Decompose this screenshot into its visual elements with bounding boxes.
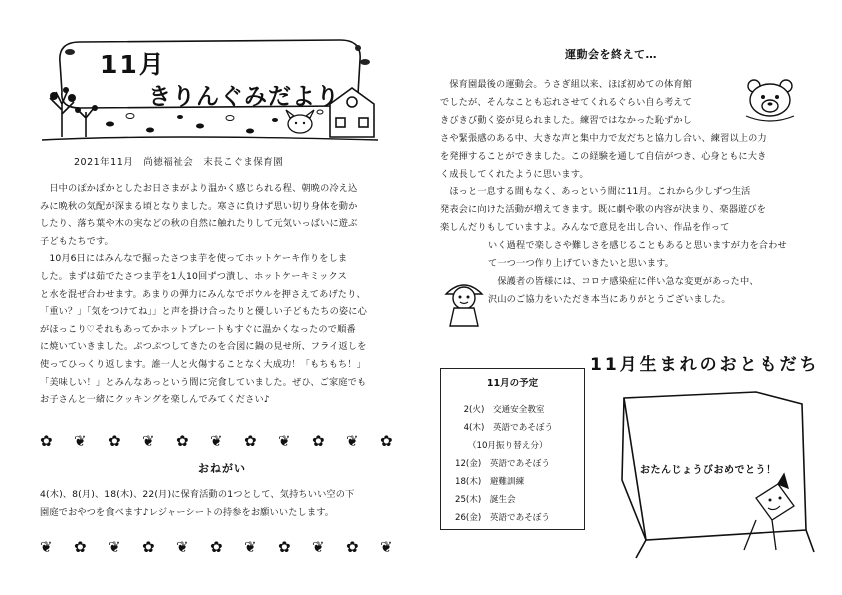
request-section-title: おねがい <box>198 462 246 475</box>
leaf-icon: ✿ <box>312 432 325 450</box>
leaf-icon: ❦ <box>142 432 155 450</box>
schedule-item: 26(金) 英語であそぼう <box>455 513 550 523</box>
leaf-icon: ❦ <box>74 432 87 450</box>
sports-day-line: ほっと一息する間もなく、あっという間に11月。これから少しずつ生活 <box>440 186 751 198</box>
sports-day-line: 保育園最後の運動会。うさぎ組以来、ほぼ初めての体育館 <box>440 79 693 90</box>
leaf-icon: ✿ <box>210 538 223 556</box>
intro-line: がほっこり♡それもあってかホットプレートもすぐに温かくなったので順番 <box>40 323 356 335</box>
sports-day-section-title: 運動会を終えて… <box>565 48 657 61</box>
leaf-icon: ❦ <box>380 538 393 556</box>
intro-line: に焼いていきました。ぷつぷつしてきたのを合図に鍋の見せ所、フライ返しを <box>40 341 367 353</box>
intro-line: したり、落ち葉や木の実などの秋の自然に触れたりして元気いっぱいに遊ぶ <box>40 218 358 230</box>
intro-line: みに晩秋の気配が深まる頃となりました。寒さに負けず思い切り身体を動か <box>40 200 358 212</box>
leaf-icon: ❦ <box>40 538 53 556</box>
leaf-icon: ✿ <box>380 432 393 450</box>
intro-line: と水を混ぜ合わせます。あまりの弾力にみんなでボウルを押さえてあげたり、 <box>40 288 366 300</box>
sports-day-article <box>440 76 812 309</box>
leaf-icon: ❦ <box>312 538 325 556</box>
leaf-icon: ✿ <box>244 432 257 450</box>
intro-line: した。まずは茹でたさつま芋を1人10回ずつ潰し、ホットケーキミックス <box>40 270 347 282</box>
schedule-item: 4(木) 英語であそぼう <box>455 423 554 433</box>
request-line: 4(木)、8(月)、18(木)、22(月)に保育活動の1つとして、気持ちいい空の下 <box>40 489 355 500</box>
schedule-item: 2(火) 交通安全教室 <box>455 405 545 415</box>
intro-line: 「重い？」「気をつけてね」」と声を掛け合ったりと優しい子どもたちの姿に心 <box>40 306 367 318</box>
sports-day-line: て一つ一つ作り上げていきたいと思います。 <box>488 258 675 270</box>
schedule-item: 18(木) 避難訓練 <box>455 477 525 487</box>
leaf-border-bottom <box>40 538 415 560</box>
intro-line: お子さんと一緒にクッキングを楽しんでみてください♪ <box>40 394 270 406</box>
birthday-message: おたんじょうびおめでとう！ <box>640 465 777 476</box>
schedule-box <box>440 368 585 530</box>
newsletter-title-month: 11月 <box>100 50 166 79</box>
issue-date-and-organization: 2021年11月 尚徳福祉会 末長こぐま保育園 <box>74 157 284 168</box>
leaf-icon: ❦ <box>210 432 223 450</box>
leaf-icon: ✿ <box>278 538 291 556</box>
newsletter-title: きりんぐみだより <box>148 84 340 110</box>
leaf-icon: ✿ <box>40 432 53 450</box>
leaf-icon: ✿ <box>142 538 155 556</box>
sports-day-line: さや緊張感のある中、大きな声と集中力で友だちと協力し合い、練習以上の力 <box>440 132 767 144</box>
schedule-title: 11月の予定 <box>486 378 539 389</box>
intro-line: 日中のぽかぽかとしたお日さまがより温かく感じられる程、朝晩の冷え込 <box>40 183 358 194</box>
sports-day-line: 沢山のご協力をいただき本当にありがとうございました。 <box>488 293 731 305</box>
sports-day-line: 保護者の皆様には、コロナ感染症に伴い急な変更があった中、 <box>488 275 759 287</box>
leaf-icon: ✿ <box>346 538 359 556</box>
sports-day-line: でしたが、そんなことも忘れさせてくれるぐらい自ら考えて <box>440 96 693 108</box>
sports-day-line: を発揮することができました。この経験を通して自信がつき、心身ともに大き <box>440 150 767 162</box>
intro-line: 「美味しい！」とみんなあっという間に完食していました。ぜひ、ご家庭でも <box>40 376 367 388</box>
request-section-body <box>40 486 415 521</box>
sports-day-line: く成長してくれたように思います。 <box>440 168 589 180</box>
intro-line: 10月6日にはみんなで掘ったさつま芋を使ってホットケーキ作りをしま <box>40 253 348 265</box>
sports-day-line: 発表会に向けた活動が増えてきます。既に劇や歌の内容が決まり、楽器遊びを <box>440 204 767 216</box>
intro-line: 子どもたちです。 <box>40 235 114 247</box>
leaf-icon: ✿ <box>74 538 87 556</box>
schedule-item: （10月振り替え分） <box>455 441 548 451</box>
child-illustration <box>440 274 488 330</box>
sports-day-line: 楽しんだりもしていますよ。みんなで意見を出し合い、作品を作って <box>440 222 730 234</box>
birthday-section-title: 11月生まれのおともだち <box>590 355 820 375</box>
sports-day-line: いく過程で楽しさや難しさを感じることもあると思いますが力を合わせ <box>488 240 787 252</box>
sports-day-line: きびきび動く姿が見られました。練習ではなかった恥ずかし <box>440 114 693 126</box>
leaf-icon: ❦ <box>278 432 291 450</box>
leaf-icon: ❦ <box>176 538 189 556</box>
intro-line: 使ってひっくり返します。誰一人と火傷することなく大成功！「もちもち！」 <box>40 358 367 370</box>
leaf-icon: ❦ <box>346 432 359 450</box>
leaf-icon: ❦ <box>108 538 121 556</box>
leaf-icon: ✿ <box>108 432 121 450</box>
schedule-item: 12(金) 英語であそぼう <box>455 459 550 469</box>
request-line: 園庭でおやつを食べます♪レジャーシートの持参をお願いいたします。 <box>40 506 335 518</box>
schedule-item: 25(木) 誕生会 <box>455 495 516 505</box>
leaf-border-top <box>40 432 415 454</box>
intro-article <box>40 180 412 409</box>
leaf-icon: ❦ <box>244 538 257 556</box>
leaf-icon: ✿ <box>176 432 189 450</box>
